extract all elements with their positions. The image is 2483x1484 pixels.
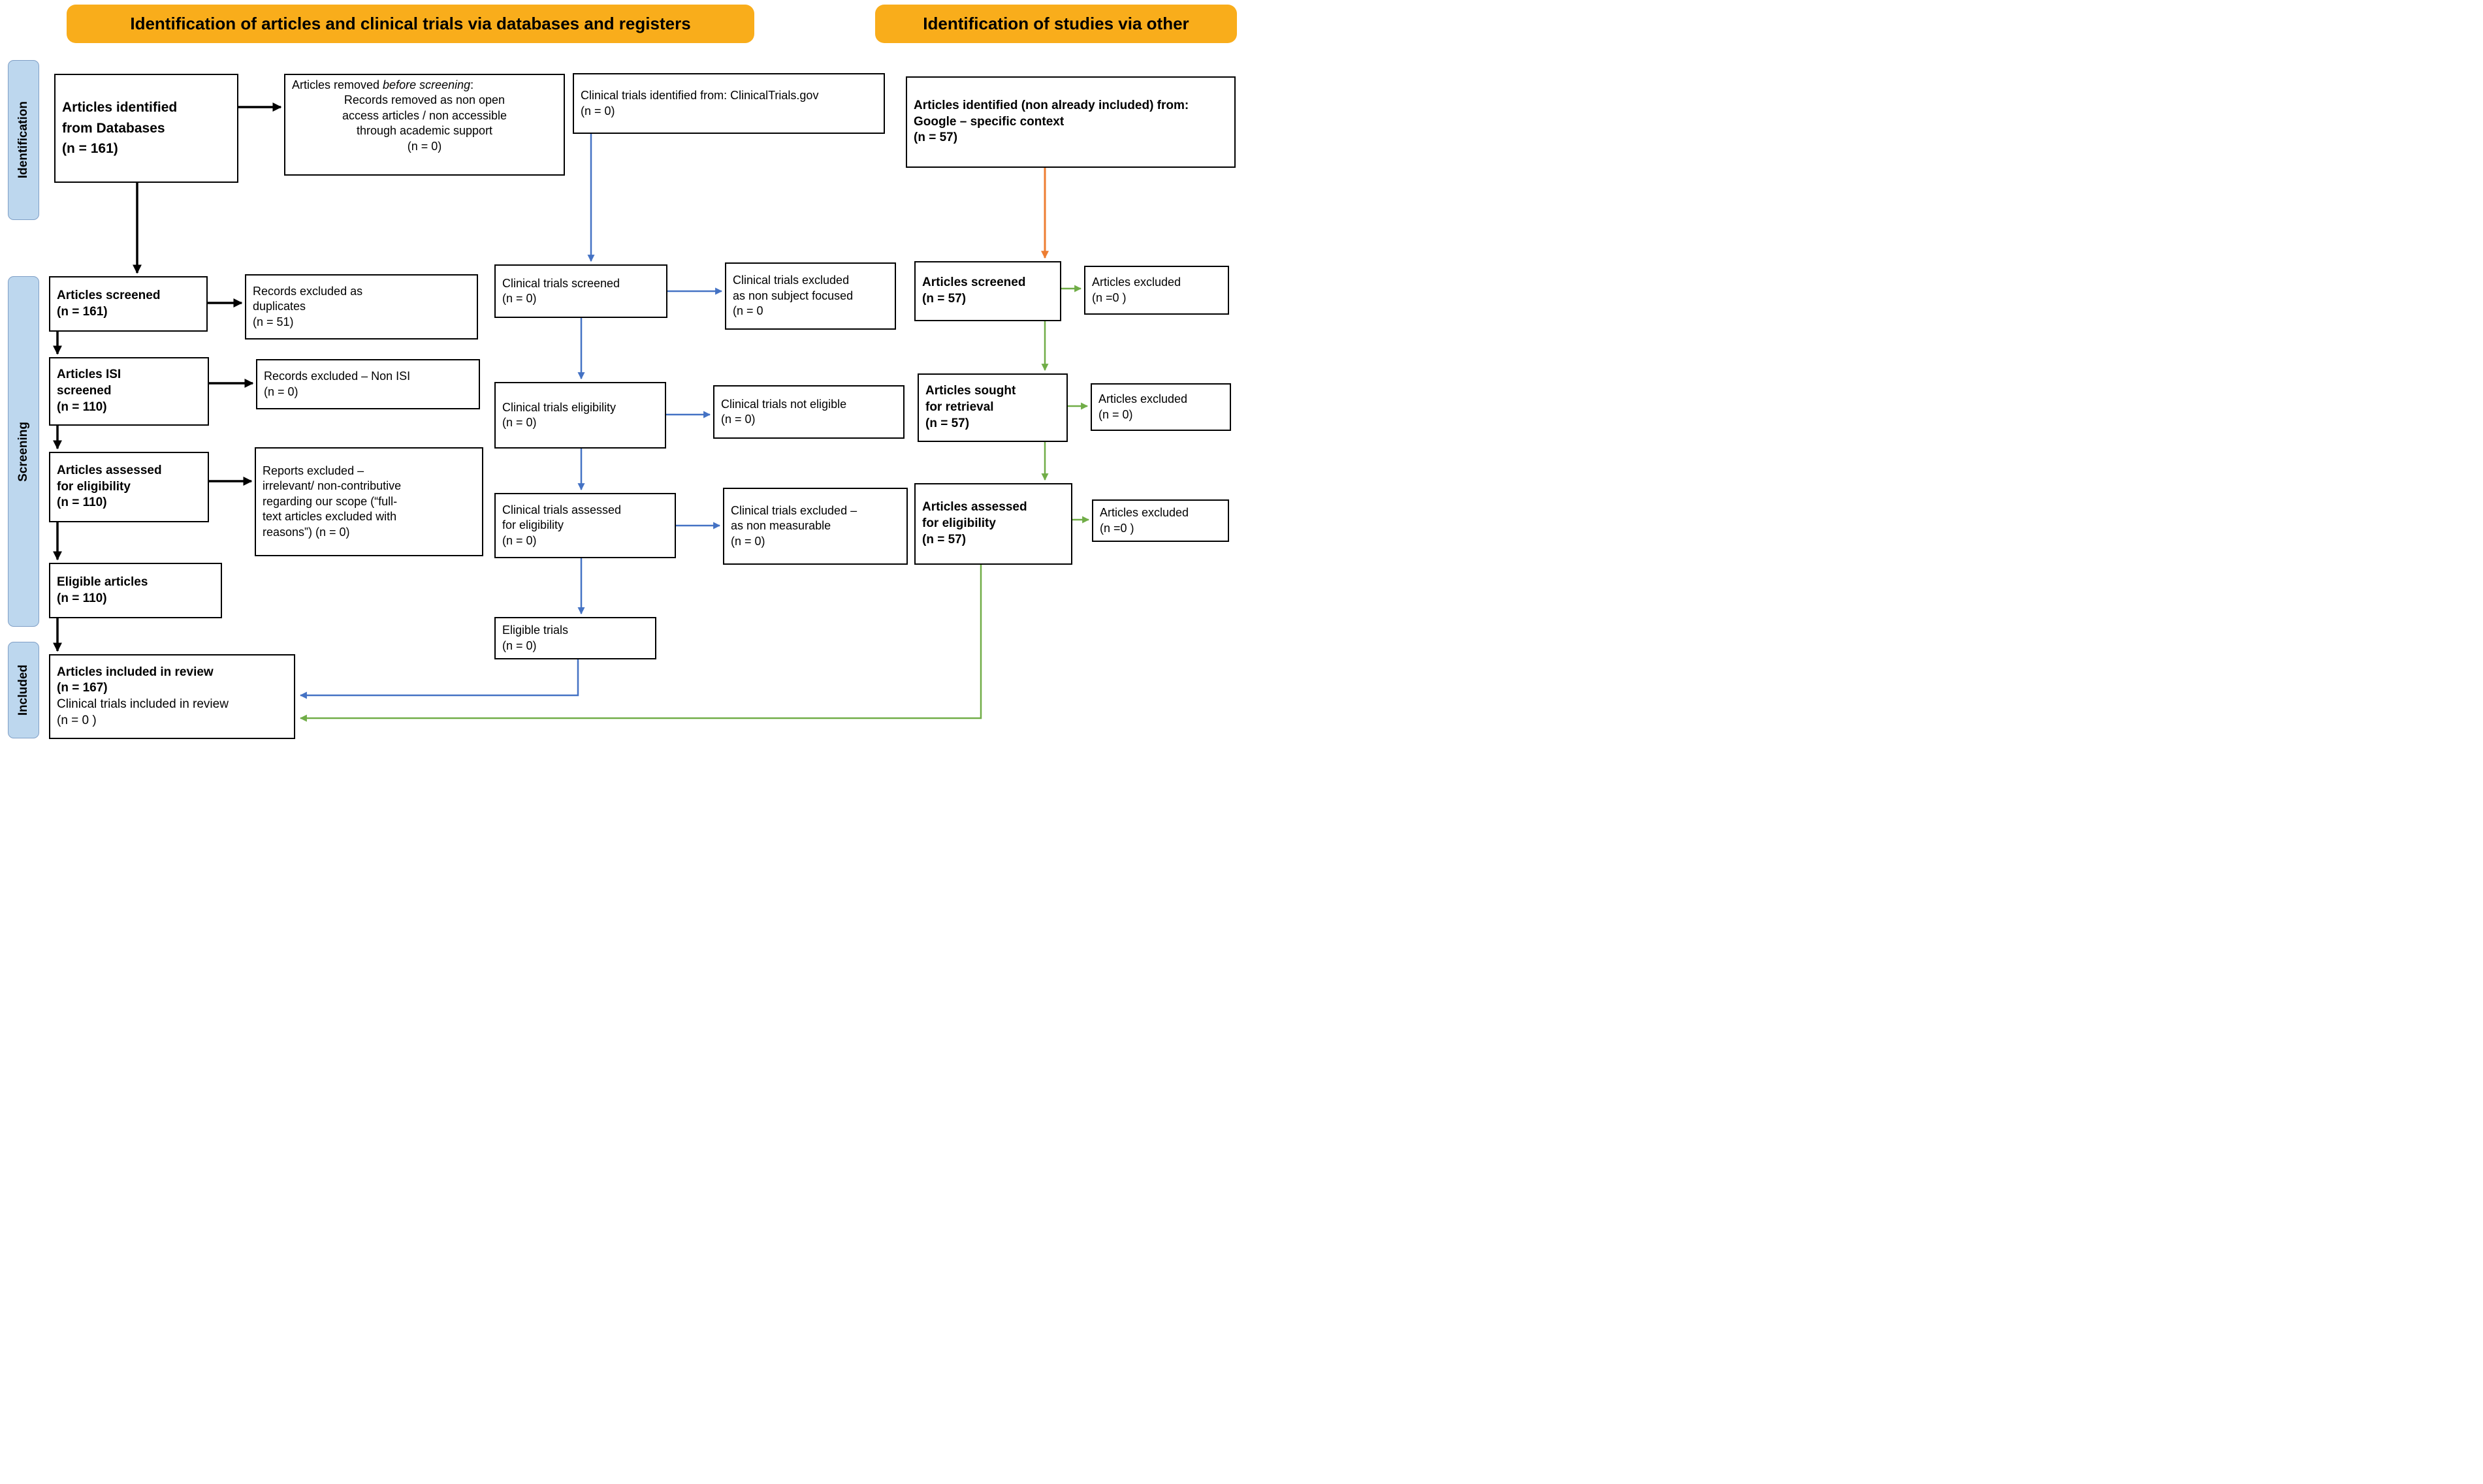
box-records-excluded-non-isi [256,359,480,409]
stage-label-screening [8,276,39,627]
box-text: Clinical trials eligibility (n = 0) [502,400,617,429]
box-text: Records excluded as duplicates (n = 51) [253,284,363,328]
banner-databases-registers [67,5,754,43]
box-text: Articles included in review (n = 167) [57,665,214,695]
box-articles-sought-retrieval [918,373,1068,442]
box-text: Clinical trials excluded – as non measurable (n = 0) [731,503,857,548]
stage-label-text: Included [16,664,30,716]
box-text: Articles screened (n = 57) [922,276,1026,306]
box-text: Clinical trials assessed for eligibility (n = 0) [502,503,622,547]
box-text: Clinical trials not eligible (n = 0) [721,397,847,426]
box-articles-identified-other [906,76,1236,168]
box-articles-screened [49,276,208,332]
box-other-articles-excluded-3 [1092,499,1229,542]
box-text: Records excluded – Non ISI (n = 0) [264,370,411,398]
text-segment: Articles removed [292,78,383,91]
box-text: Articles sought for retrieval (n = 57) [925,384,1016,430]
box-clinical-trials-not-eligible [713,385,905,439]
box-text: Reports excluded – irrelevant/ non-contributive regarding our scope (“full- text articles excluded with reasons”) (n = 0) [263,464,402,539]
box-clinical-trials-identified [573,73,885,134]
box-clinical-trials-excluded-non-subject [725,262,896,330]
stage-label-identification [8,60,39,220]
text-segment-italic: before screening [383,78,471,91]
box-text: Eligible trials (n = 0) [502,624,569,652]
stage-label-included [8,642,39,738]
box-records-excluded-duplicates [245,274,478,339]
banner-text: Identification of articles and clinical trials via databases and registers [130,14,691,33]
stage-label-text: Identification [16,101,30,179]
box-clinical-trials-screened [494,264,667,318]
box-other-articles-screened [914,261,1061,321]
box-text: Articles excluded (n =0 ) [1092,276,1181,304]
text-segment: : [470,78,474,91]
box-text: Clinical trials excluded as non subject focused (n = 0 [733,274,854,318]
box-articles-included-in-review [49,654,295,739]
box-clinical-trials-excluded-non-measurable [723,488,908,565]
box-eligible-articles [49,563,222,618]
prisma-flow-diagram [0,0,1242,744]
box-other-articles-excluded-2 [1091,383,1231,431]
box-text: Articles excluded (n = 0) [1098,392,1188,421]
box-eligible-trials [494,617,656,659]
box-other-articles-excluded-1 [1084,266,1229,315]
box-text: Clinical trials identified from: ClinicalTrials.gov (n = 0) [581,89,819,118]
box-text: Clinical trials included in review (n = 0 ) [57,697,229,727]
box-text: Records removed as non open access articles / non accessible through academic support (n = 0) [342,93,507,153]
box-clinical-trials-eligibility [494,382,666,449]
box-reports-excluded [255,447,483,556]
box-text: Articles assessed for eligibility (n = 110) [57,463,162,510]
box-articles-removed-before-screening [284,74,565,176]
stage-label-text: Screening [16,421,30,482]
box-articles-identified-databases [54,74,238,183]
box-text: Clinical trials screened (n = 0) [502,276,620,305]
box-text: Articles excluded (n =0 ) [1100,506,1189,535]
box-text: Articles identified (non already included) from: Google – specific context (n = 57) [914,98,1189,145]
box-articles-isi-screened [49,357,209,426]
box-text: Articles ISI screened (n = 110) [57,368,121,414]
box-text: Articles screened (n = 161) [57,288,161,319]
banner-other-sources [875,5,1237,43]
box-text: Eligible articles (n = 110) [57,575,148,605]
box-other-articles-assessed [914,483,1072,565]
box-text [292,78,557,93]
box-clinical-trials-assessed [494,493,676,558]
banner-text: Identification of studies via other [923,14,1189,33]
box-articles-assessed-eligibility [49,452,209,522]
box-text: Articles identified from Databases (n = 161) [62,100,178,157]
box-text: Articles assessed for eligibility (n = 57) [922,500,1027,546]
